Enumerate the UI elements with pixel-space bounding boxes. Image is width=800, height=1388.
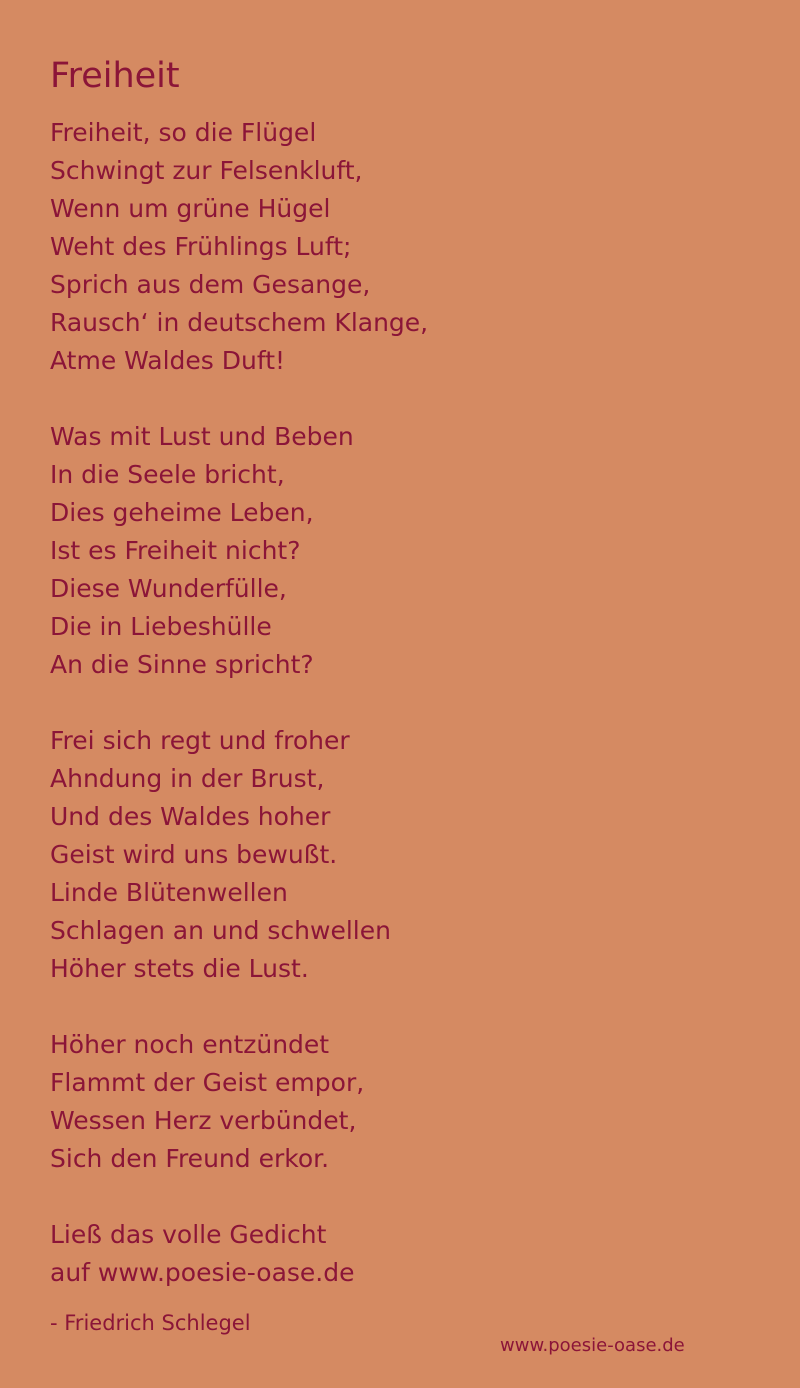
poem-line: Wessen Herz verbündet, bbox=[50, 1106, 357, 1135]
poem-line: Linde Blütenwellen bbox=[50, 878, 288, 907]
stanza-1 bbox=[50, 114, 750, 380]
poem-line: In die Seele bricht, bbox=[50, 460, 285, 489]
poem-line: Schwingt zur Felsenkluft, bbox=[50, 156, 363, 185]
poem-author: - Friedrich Schlegel bbox=[50, 1311, 251, 1335]
stanza-2 bbox=[50, 418, 750, 684]
poem-card bbox=[50, 52, 750, 1330]
poem-line: Sprich aus dem Gesange, bbox=[50, 270, 371, 299]
poem-line: Ist es Freiheit nicht? bbox=[50, 536, 301, 565]
stanza-3 bbox=[50, 722, 750, 988]
poem-line: An die Sinne spricht? bbox=[50, 650, 314, 679]
poem-line: Wenn um grüne Hügel bbox=[50, 194, 331, 223]
poem-line: Atme Waldes Duft! bbox=[50, 346, 286, 375]
poem-line: Ahndung in der Brust, bbox=[50, 764, 325, 793]
stanza-5 bbox=[50, 1216, 750, 1292]
poem-line: Freiheit, so die Flügel bbox=[50, 118, 317, 147]
site-watermark: www.poesie-oase.de bbox=[500, 1335, 685, 1356]
poem-line: Dies geheime Leben, bbox=[50, 498, 314, 527]
poem-line: auf www.poesie-oase.de bbox=[50, 1258, 355, 1287]
stanza-4 bbox=[50, 1026, 750, 1178]
poem-line: Sich den Freund erkor. bbox=[50, 1144, 330, 1173]
poem-line: Und des Waldes hoher bbox=[50, 802, 331, 831]
poem-line: Die in Liebeshülle bbox=[50, 612, 272, 641]
poem-line: Höher noch entzündet bbox=[50, 1030, 330, 1059]
poem-line: Rausch‘ in deutschem Klange, bbox=[50, 308, 429, 337]
poem-title: Freiheit bbox=[50, 56, 180, 96]
poem-line: Ließ das volle Gedicht bbox=[50, 1220, 327, 1249]
poem-line: Frei sich regt und froher bbox=[50, 726, 350, 755]
poem-line: Diese Wunderfülle, bbox=[50, 574, 287, 603]
poem-line: Höher stets die Lust. bbox=[50, 954, 309, 983]
poem-line: Geist wird uns bewußt. bbox=[50, 840, 338, 869]
poem-line: Weht des Frühlings Luft; bbox=[50, 232, 352, 261]
poem-line: Was mit Lust und Beben bbox=[50, 422, 354, 451]
poem-line: Flammt der Geist empor, bbox=[50, 1068, 365, 1097]
poem-line: Schlagen an und schwellen bbox=[50, 916, 391, 945]
